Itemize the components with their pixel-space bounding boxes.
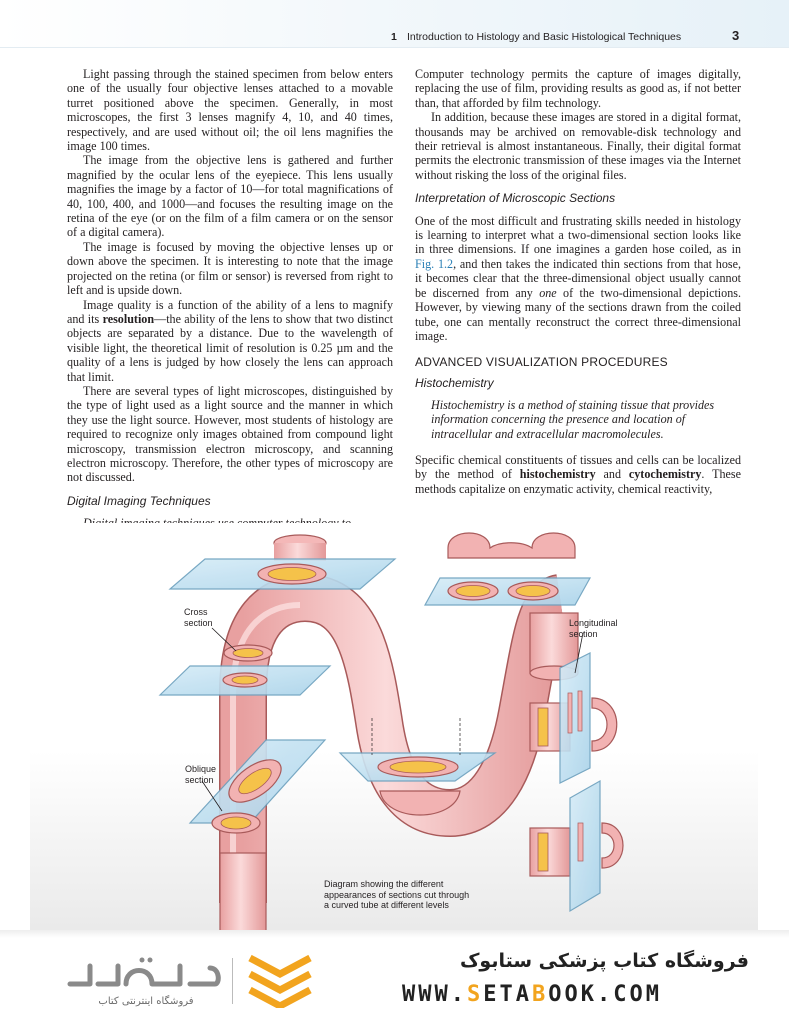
text-run: Image quality is a function of the ability of a lens to magnify and its — [67, 297, 393, 326]
caption-line: appearances of sections cut through — [324, 889, 470, 900]
label-line: Cross — [184, 607, 208, 617]
url-part: WWW. — [402, 982, 467, 1007]
chevrons-icon — [244, 952, 316, 1008]
summary-statement: Histochemistry is a method of staining tissue that provides information concerning the presence and location of intracellular and extracellular macromolecules. — [431, 398, 715, 441]
paragraph: Light passing through the stained specimen from below enters one of the usually four objective lenses attached to a movable turret positioned above the specimen. Generally, in most microscopes, the first 3 lenses magnify 4, 10, and 40 times, respectively, and are used without oil; the oil lens magnifies the image 100 times. — [67, 67, 393, 154]
chapter-number: 1 — [391, 31, 397, 43]
emphasis: one — [539, 285, 557, 300]
label-oblique-section — [185, 764, 216, 785]
lumen — [516, 586, 550, 597]
text-run: —the ability of the lens to show that two distinct objects are separated by a distance. Due to the wavelength of visible light, the theoretical limit of resolution is 0.25 µm and the quality of a lens is judged by how closely the lens can approach that limit. — [67, 311, 394, 384]
url-accent: B — [531, 982, 549, 1007]
url-accent: S — [466, 982, 484, 1007]
label-cross-section — [184, 607, 213, 628]
wall-strip — [578, 823, 583, 861]
brand-subtitle: فروشگاه اینترنتی کتاب — [98, 996, 194, 1007]
text-run: . These methods capitalize on enzymatic activity, chemical reactivity, — [415, 467, 741, 496]
url-part: OOK.COM — [548, 982, 662, 1007]
section-heading: Histochemistry — [415, 375, 494, 390]
store-url[interactable] — [402, 982, 752, 1007]
major-heading: ADVANCED VISUALIZATION PROCEDURES — [415, 355, 668, 370]
caption-line: a curved tube at different levels — [324, 900, 449, 910]
key-term: histochemistry — [519, 467, 596, 482]
page-number: 3 — [732, 28, 740, 43]
cut-off-caption — [0, 930, 789, 938]
chapter-title: Introduction to Histology and Basic Histological Techniques — [407, 31, 682, 43]
store-name: فروشگاه کتاب پزشکی ستابوک — [459, 950, 749, 972]
wall-strip — [568, 693, 572, 733]
paragraph: In addition, because these images are stored in a digital format, thousands may be archived on removable-disk technology and their retrieval is almost instantaneous. Finally, their digital format permits the electronic transmission of these images via the Internet without risking the loss of the original files. — [415, 110, 741, 182]
lumen — [233, 649, 263, 658]
tube-base — [220, 853, 266, 938]
wall-strip — [578, 691, 582, 731]
key-term: cytochemistry — [628, 467, 702, 482]
text-run: and — [595, 467, 629, 482]
section-heading: Interpretation of Microscopic Sections — [415, 191, 616, 206]
figure-illustration — [30, 523, 758, 938]
running-header — [0, 0, 789, 48]
figure-curved-tube-sections — [30, 523, 758, 938]
lumen — [232, 676, 258, 684]
label-line: section — [185, 774, 214, 785]
url-part: ETA — [483, 982, 532, 1007]
paragraph: There are several types of light microscopes, distinguished by the type of light used as a light source and the manner in which they use the light source. However, most students of histology are required to recognize only images obtained from compound light microscopy, transmission electron microscopy, and scanning electron microscopy. Therefore, the other types of microscopy are not discussed. — [67, 383, 393, 485]
half-tube — [530, 828, 570, 876]
figure-link[interactable]: Fig. 1.2 — [415, 256, 454, 271]
watermark-footer — [0, 938, 789, 1017]
lumen — [221, 817, 251, 829]
lumen — [456, 586, 490, 597]
key-term: resolution — [102, 311, 155, 326]
lumen — [538, 708, 548, 746]
paragraph — [67, 298, 393, 384]
label-longitudinal-section — [569, 618, 618, 639]
lumen — [390, 761, 446, 773]
lumen — [538, 833, 548, 871]
label-line: Oblique — [185, 764, 217, 774]
glass-slide — [570, 781, 600, 911]
label-line: section — [184, 617, 213, 628]
text-run: Specific chemical constituents of tissues and cells can be localized by the method of — [415, 452, 741, 482]
text-run: of the two-dimensional depictions. However, by viewing many of the sections drawn from the coiled tube, one can mentally reconstruct the correct three-dimensional image. — [415, 285, 741, 343]
paragraph — [415, 453, 741, 496]
right-column — [415, 67, 741, 496]
divider — [232, 958, 233, 1004]
text-run: One of the most difficult and frustrating skills needed in histology is learning to interpret what a two-dimensional section looks like in three dimensions. If one imagines a garden hose coiled, as in — [415, 213, 741, 257]
figure-inline-caption — [324, 879, 469, 911]
cut-piece-body — [274, 543, 326, 561]
label-line: section — [569, 628, 598, 639]
paragraph: The image is focused by moving the objective lenses up or down above the specimen. It is interesting to note that the image projected on the retina (or film or sensor) is reversed from right to left and is upside down. — [67, 239, 393, 298]
text-run: , and then takes the indicated thin sections from that hose, it becomes clear that the three-dimensional object usually cannot be discerned from any — [415, 256, 741, 300]
left-column — [67, 67, 393, 557]
paragraph: Computer technology permits the capture of images digitally, replacing the use of film, providing results as good as, if not better than, that afforded by film technology. — [415, 67, 741, 110]
paragraph: The image from the objective lens is gathered and further magnified by the ocular lens of the eyepiece. This lens usually magnifies the image by a factor of 10—for total magnifications of 40, 100, 400, and 1000—and focuses the resulting image on the retina of the eye (or on the film of a film camera or on the sensor of a digital camera). — [67, 153, 393, 240]
label-line: Longitudinal — [569, 618, 618, 628]
lumen — [268, 568, 316, 581]
caption-line: Diagram showing the different — [324, 879, 444, 889]
paragraph — [415, 214, 741, 344]
section-heading: Digital Imaging Techniques — [67, 493, 211, 508]
